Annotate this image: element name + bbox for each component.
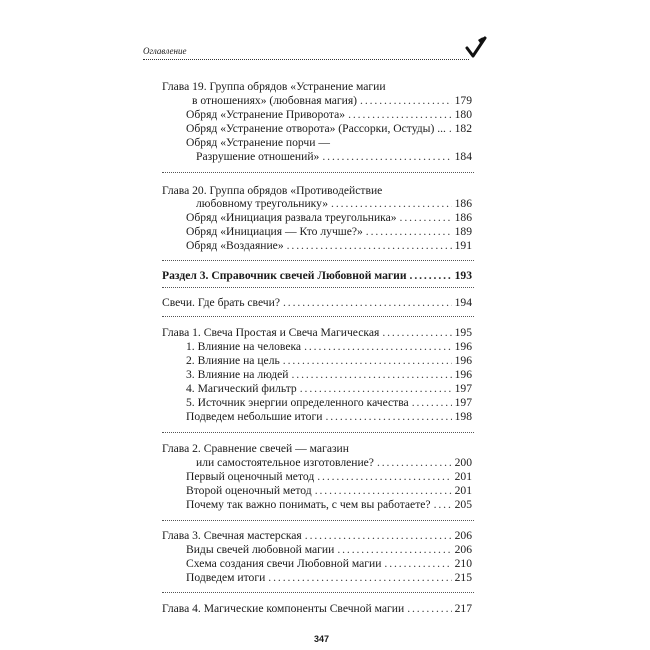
- running-header-title: Оглавление: [143, 46, 187, 56]
- toc-section-heading: Раздел 3. Справочник свечей Любовной магии . . . 193: [162, 269, 472, 282]
- toc-entry: Обряд «Инициация — Кто лучше?» . . . 189: [186, 225, 472, 238]
- running-header: [143, 44, 483, 64]
- toc-entry: Глава 20. Группа обрядов «Противодействие: [162, 184, 383, 197]
- toc-entry: Глава 2. Сравнение свечей — магазин: [162, 442, 349, 455]
- section-divider: [162, 316, 474, 317]
- section-divider: [162, 592, 474, 593]
- toc-entry: Схема создания свечи Любовной магии . . . 210: [186, 557, 472, 570]
- toc-entry: 2. Влияние на цель . . . 196: [186, 354, 472, 367]
- toc-entry: любовному треугольнику» . . . 186: [196, 197, 472, 210]
- toc-entry: 1. Влияние на человека . . . 196: [186, 340, 472, 353]
- toc-entry: Подведем небольшие итоги . . . 198: [186, 410, 472, 423]
- section-divider: [162, 260, 474, 261]
- toc-entry: или самостоятельное изготовление? . . . 200: [196, 456, 472, 469]
- toc-entry: Глава 4. Магические компоненты Свечной магии . . . 217: [162, 602, 472, 615]
- toc-entry: Подведем итоги . . . 215: [186, 571, 472, 584]
- section-divider: [162, 287, 474, 288]
- toc-entry: Обряд «Воздаяние» . . . 191: [186, 239, 472, 252]
- toc-entry: Разрушение отношений» . . . 184: [196, 150, 472, 163]
- toc-entry: Первый оценочный метод . . . 201: [186, 470, 472, 483]
- toc-entry: Обряд «Инициация развала треугольника» . . . 186: [186, 211, 472, 224]
- toc-entry: 4. Магический фильтр . . . 197: [186, 382, 472, 395]
- toc-entry: в отношениях» (любовная магия) . . . 179: [192, 94, 472, 107]
- header-divider: [143, 59, 469, 60]
- toc-entry: 3. Влияние на людей . . . 196: [186, 368, 472, 381]
- checkmark-feather-icon: [465, 36, 487, 60]
- section-divider: [162, 520, 474, 521]
- page-number: 347: [314, 634, 330, 644]
- toc-entry: 5. Источник энергии определенного качества . . . 197: [186, 396, 472, 409]
- toc-entry: Виды свечей любовной магии . . . 206: [186, 543, 472, 556]
- section-divider: [162, 432, 474, 433]
- section-divider: [162, 172, 474, 173]
- toc-entry: Второй оценочный метод . . . 201: [186, 484, 472, 497]
- toc-entry: Почему так важно понимать, с чем вы работаете? . . . 205: [186, 498, 472, 511]
- toc-entry: Глава 19. Группа обрядов «Устранение магии: [162, 80, 386, 93]
- toc-entry: Свечи. Где брать свечи? . . . 194: [162, 296, 472, 309]
- toc-entry: Глава 1. Свеча Простая и Свеча Магическая . . . 195: [162, 326, 472, 339]
- toc-entry: Обряд «Устранение порчи —: [186, 136, 330, 149]
- toc-entry: Глава 3. Свечная мастерская . . . 206: [162, 529, 472, 542]
- toc-entry: Обряд «Устранение Приворота» . . . 180: [186, 108, 472, 121]
- toc-entry: Обряд «Устранение отворота» (Рассорки, Остуды) ... . . . 182: [186, 122, 472, 135]
